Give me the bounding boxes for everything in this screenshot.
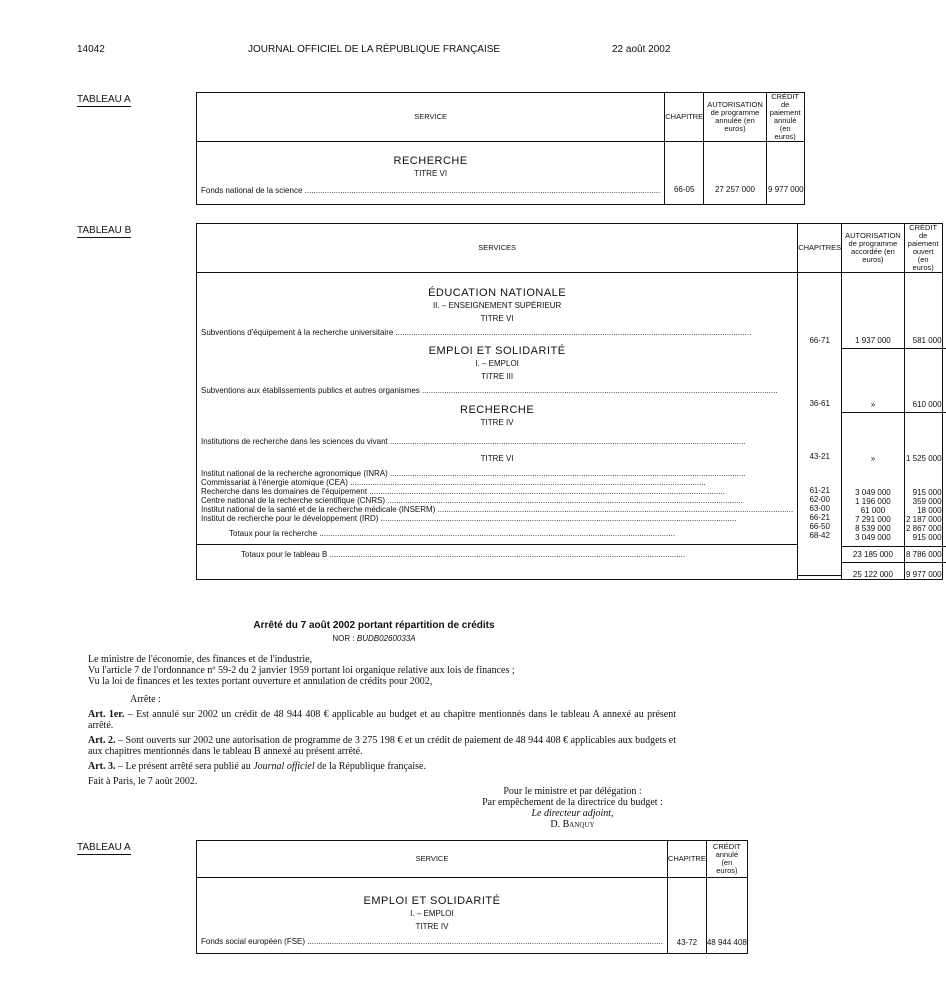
section-education: ÉDUCATION NATIONALE — [428, 287, 567, 299]
cell-total-credit: 8 786 000 — [905, 546, 946, 563]
grand-total-row: Totaux pour le tableau B ..... — [197, 544, 797, 563]
cell-credit: 915 000 — [912, 533, 942, 542]
table-row: Recherche dans les domaines de l'équipement ..... — [201, 487, 793, 496]
tableau-a2-table — [196, 840, 748, 954]
signature-line: Par empêchement de la directrice du budget : — [482, 797, 663, 808]
titre: TITRE VI — [480, 314, 514, 323]
journal-title: JOURNAL OFFICIEL DE LA RÉPUBLIQUE FRANÇAISE — [248, 44, 501, 55]
subsection: I. – EMPLOI — [410, 909, 454, 918]
article-label: Art. 2. — [88, 735, 116, 746]
col-service: SERVICE — [197, 841, 668, 878]
table-row: Fonds social européen (FSE) ..... — [201, 937, 663, 946]
col-services: SERVICES — [197, 224, 798, 273]
cell-chapitre: 66-71 — [809, 336, 830, 345]
subsection: I. – EMPLOI — [475, 359, 519, 368]
cell-credit: 48 944 408 — [706, 938, 747, 947]
table-row: Centre national de la recherche scientifique (CNRS) ..... — [201, 496, 793, 505]
cell-chapitre: 43-21 — [809, 452, 830, 461]
section-title: RECHERCHE — [393, 155, 468, 167]
cell-chapitre: 66-50 — [809, 522, 830, 531]
table-row: Institut de recherche pour le développement (IRD) ..... — [201, 514, 793, 523]
tableau-b-label: TABLEAU B — [77, 225, 132, 236]
article-3: Art. 3. – Le présent arrêté sera publié au Journal officiel de la République française. — [88, 761, 426, 772]
nor-code: BUDB0260033A — [356, 634, 416, 643]
cell-autorisation: 61 000 — [860, 506, 886, 515]
cell-chapitre: 66-21 — [809, 513, 830, 522]
article-2: Art. 2. – Sont ouverts sur 2002 une autorisation de programme de 3 275 198 € et un crédit de paiement de 48 944 408 € applicables aux budgets et aux chapitres mentionnés dans le tableau B annexé au présent arrêté. — [88, 735, 676, 757]
cell-grand-credit: 9 977 000 — [905, 570, 942, 579]
cell-chapitre: 66-05 — [673, 185, 695, 194]
col-chapitre: CHAPITRE — [665, 93, 704, 142]
col-credit: CRÉDIT de paiement ouvert (en euros) — [904, 224, 942, 273]
cell-chapitre: 63-00 — [809, 504, 830, 513]
cell-credit: 1 525 000 — [905, 454, 942, 463]
paragraph: Vu la loi de finances et les textes portant ouverture et annulation de crédits pour 2002, — [88, 676, 433, 687]
cell-credit: 2 187 000 — [905, 515, 942, 524]
cell-credit: 915 000 — [912, 488, 942, 497]
tableau-a2-label: TABLEAU A — [77, 842, 131, 853]
cell-autorisation: 27 257 000 — [714, 185, 755, 194]
article-label: Art. 1er. — [88, 709, 125, 720]
cell-credit: 2 867 000 — [905, 524, 942, 533]
section-recherche: RECHERCHE — [460, 404, 535, 416]
signatory-name: D. Banquy — [550, 819, 595, 830]
col-credit: CRÉDIT de paiement annulé (en euros) — [766, 93, 804, 142]
cell-credit: 359 000 — [912, 497, 942, 506]
cell-autorisation: 3 049 000 — [855, 533, 891, 542]
section-title: EMPLOI ET SOLIDARITÉ — [363, 895, 501, 907]
cell-autorisation: 3 049 000 — [855, 488, 891, 497]
cell-autorisation: 7 291 000 — [855, 515, 891, 524]
page-date: 22 août 2002 — [612, 44, 671, 55]
section-emploi: EMPLOI ET SOLIDARITÉ — [428, 345, 566, 357]
titre: TITRE III — [481, 372, 514, 381]
table-row: Commissariat à l'énergie atomique (CEA) ..... — [201, 478, 793, 487]
cell-chapitre: 62-00 — [809, 495, 830, 504]
table-row: Institutions de recherche dans les sciences du vivant ..... — [201, 437, 793, 446]
cell-autorisation: » — [870, 454, 876, 463]
cell-chapitre: 36-61 — [809, 399, 830, 408]
cell-grand-autorisation: 25 122 000 — [852, 570, 893, 579]
signature-line: Le directeur adjoint, — [531, 808, 614, 819]
table-row: Subventions d'équipement à la recherche universitaire ..... — [201, 328, 793, 337]
signature-line: Pour le ministre et par délégation : — [503, 786, 642, 797]
paragraph: Le ministre de l'économie, des finances et de l'industrie, — [88, 654, 313, 665]
paragraph: Vu l'article 7 de l'ordonnance nº 59-2 du 2 janvier 1959 portant loi organique relative aux lois de finances ; — [88, 665, 515, 676]
signature-block — [470, 786, 675, 830]
table-row: Fonds national de la science ..... — [201, 186, 660, 195]
titre: TITRE IV — [415, 922, 449, 931]
nor-line — [0, 634, 748, 643]
tableau-a-label: TABLEAU A — [77, 94, 131, 105]
arrete-title: Arrêté du 7 août 2002 portant répartition de crédits — [253, 620, 495, 631]
cell-chapitre: 43-72 — [676, 938, 698, 947]
arrete-body — [88, 654, 676, 787]
paragraph: Fait à Paris, le 7 août 2002. — [88, 776, 198, 787]
article-label: Art. 3. — [88, 761, 116, 772]
cell-credit: 610 000 — [905, 400, 946, 413]
paragraph: Arrête : — [130, 694, 161, 705]
cell-autorisation: 8 539 000 — [855, 524, 891, 533]
titre: TITRE VI — [480, 454, 514, 463]
cell-credit: 581 000 — [905, 336, 946, 349]
cell-credit: 18 000 — [917, 506, 942, 515]
cell-credit: 9 977 000 — [768, 185, 804, 194]
table-row: Subventions aux établissements publics et autres organismes ..... — [201, 386, 793, 395]
col-service: SERVICE — [197, 93, 665, 142]
nor-label: NOR : — [332, 634, 355, 643]
total-row: Totaux pour la recherche ..... — [201, 529, 793, 538]
cell-chapitre: 61-21 — [809, 486, 830, 495]
col-autorisation: AUTORISATION de programme annulée (en euros) — [704, 93, 767, 142]
subsection: II. – ENSEIGNEMENT SUPÉRIEUR — [432, 301, 562, 310]
table-row: Institut national de la santé et de la recherche médicale (INSERM) ..... — [201, 505, 793, 514]
cell-autorisation: » — [842, 400, 904, 413]
titre: TITRE VI — [414, 169, 448, 178]
cell-total-autorisation: 23 185 000 — [842, 546, 904, 563]
page-number: 14042 — [77, 44, 105, 55]
article-1: Art. 1er. – Est annulé sur 2002 un crédit de 48 944 408 € applicable au budget et au chapitre mentionnés dans le tableau A annexé au présent arrêté. — [88, 709, 677, 731]
tableau-b-table — [196, 223, 943, 580]
col-autorisation: AUTORISATION de programme accordée (en euros) — [842, 224, 905, 273]
cell-autorisation: 1 937 000 — [842, 336, 904, 349]
col-credit: CRÉDIT annulé (en euros) — [706, 841, 747, 878]
col-chapitres: CHAPITRES — [798, 224, 842, 273]
tableau-a-table — [196, 92, 805, 205]
col-chapitre: CHAPITRE — [667, 841, 706, 878]
cell-chapitre: 68-42 — [809, 531, 830, 540]
table-row: Institut national de la recherche agronomique (INRA) ..... — [201, 469, 793, 478]
titre: TITRE IV — [480, 418, 514, 427]
cell-autorisation: 1 196 000 — [855, 497, 891, 506]
